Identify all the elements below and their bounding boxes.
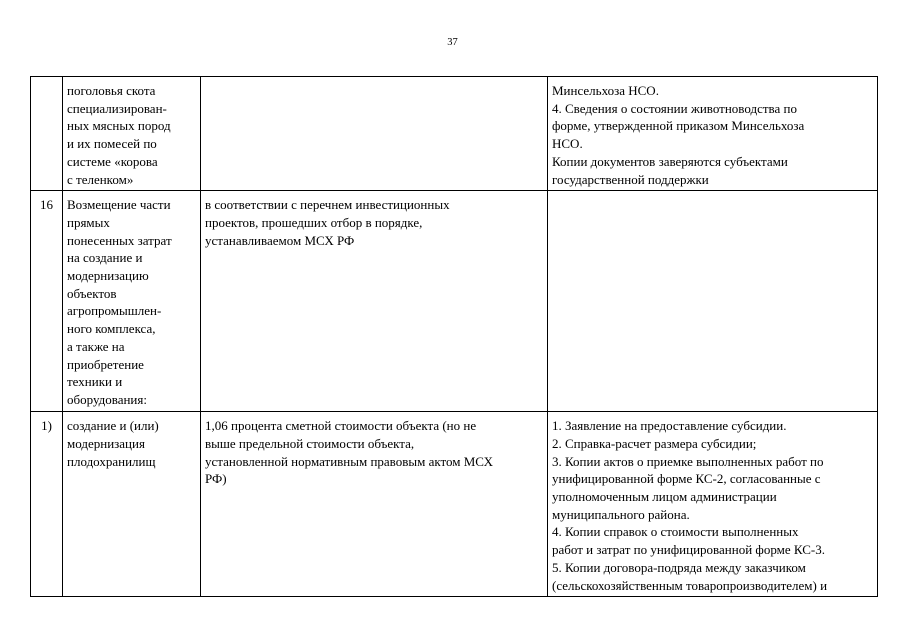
cell-text-line: агропромышлен- [67, 303, 162, 319]
cell-text-line: государственной поддержки [552, 171, 709, 187]
cell-text-line: муниципального района. [552, 506, 690, 522]
cell-text-line: оборудования: [67, 391, 147, 407]
cell-text-line: 1. Заявление на предоставление субсидии. [552, 418, 787, 434]
cell-text-line: создание и (или) [67, 418, 159, 434]
cell-text-line: модернизация [67, 435, 145, 451]
cell-text-line: Копии документов заверяются субъектами [552, 153, 788, 169]
cell-text-line: проектов, прошедших отбор в порядке, [205, 214, 423, 230]
page-number: 37 [447, 37, 458, 48]
cell-text-line: ных мясных пород [67, 118, 171, 134]
table-row [31, 191, 878, 412]
required-documents-cell [548, 77, 878, 191]
cell-text-line: техники и [67, 374, 123, 390]
measure-name-cell [63, 191, 201, 412]
cell-text-line: с теленком» [67, 171, 134, 187]
cell-text-line: уполномоченным лицом администрации [552, 489, 777, 505]
cell-text-line: унифицированной форме КС-2, согласованные с [552, 471, 821, 487]
cell-text-line: ного комплекса, [67, 321, 156, 337]
cell-text-line: (сельскохозяйственным товаропроизводителем) и [552, 577, 828, 593]
cell-text-line: 3. Копии актов о приемке выполненных работ по [552, 453, 824, 469]
cell-text-line: Минсельхоза НСО. [552, 83, 659, 98]
cell-text-line: 2. Справка-расчет размера субсидии; [552, 435, 757, 451]
subsidy-rate-cell [201, 412, 548, 597]
row-number-cell: 1) [31, 412, 63, 597]
cell-text-line: и их помесей по [67, 136, 157, 152]
cell-text-line: 4. Сведения о состоянии животноводства по [552, 100, 797, 116]
cell-text-line: прямых [67, 214, 110, 230]
cell-text-line: НСО. [552, 136, 583, 152]
cell-text-line: понесенных затрат [67, 232, 172, 248]
required-documents-cell [548, 191, 878, 412]
cell-text-line: 5. Копии договора-подряда между заказчиком [552, 559, 806, 575]
cell-text-line: устанавливаемом МСХ РФ [205, 232, 355, 248]
measure-name-cell [63, 412, 201, 597]
required-documents-cell [548, 412, 878, 597]
cell-text-line: 1,06 процента сметной стоимости объекта (но не [205, 418, 477, 434]
measure-name-cell [63, 77, 201, 191]
cell-text-line: выше предельной стоимости объекта, [205, 435, 415, 451]
cell-text-line: установленной нормативным правовым актом МСХ [205, 453, 494, 469]
cell-text-line: на создание и [67, 250, 143, 266]
cell-text-line: в соответствии с перечнем инвестиционных [205, 197, 450, 213]
cell-text-line: специализирован- [67, 100, 167, 116]
cell-text-line: а также на [67, 338, 125, 354]
cell-text-line: приобретение [67, 356, 144, 372]
subsidy-rate-cell [201, 77, 548, 191]
cell-text-line: Возмещение части [67, 197, 171, 213]
cell-text-line: объектов [67, 285, 117, 301]
cell-text-line: работ и затрат по унифицированной форме КС-3. [552, 542, 825, 558]
subsidy-table [30, 76, 878, 597]
cell-text-line: 4. Копии справок о стоимости выполненных [552, 524, 799, 540]
cell-text-line: РФ) [205, 471, 227, 487]
table-row [31, 412, 878, 597]
row-number-cell: 16 [31, 191, 63, 412]
cell-text-line: поголовья скота [67, 83, 156, 98]
subsidy-rate-cell [201, 191, 548, 412]
row-number-cell [31, 77, 63, 191]
table-row [31, 77, 878, 191]
cell-text-line: форме, утвержденной приказом Минсельхоза [552, 118, 805, 134]
cell-text-line: модернизацию [67, 268, 149, 284]
cell-text-line: плодохранилищ [67, 453, 156, 469]
cell-text-line: системе «корова [67, 153, 158, 169]
subsidy-table-body [31, 77, 878, 597]
